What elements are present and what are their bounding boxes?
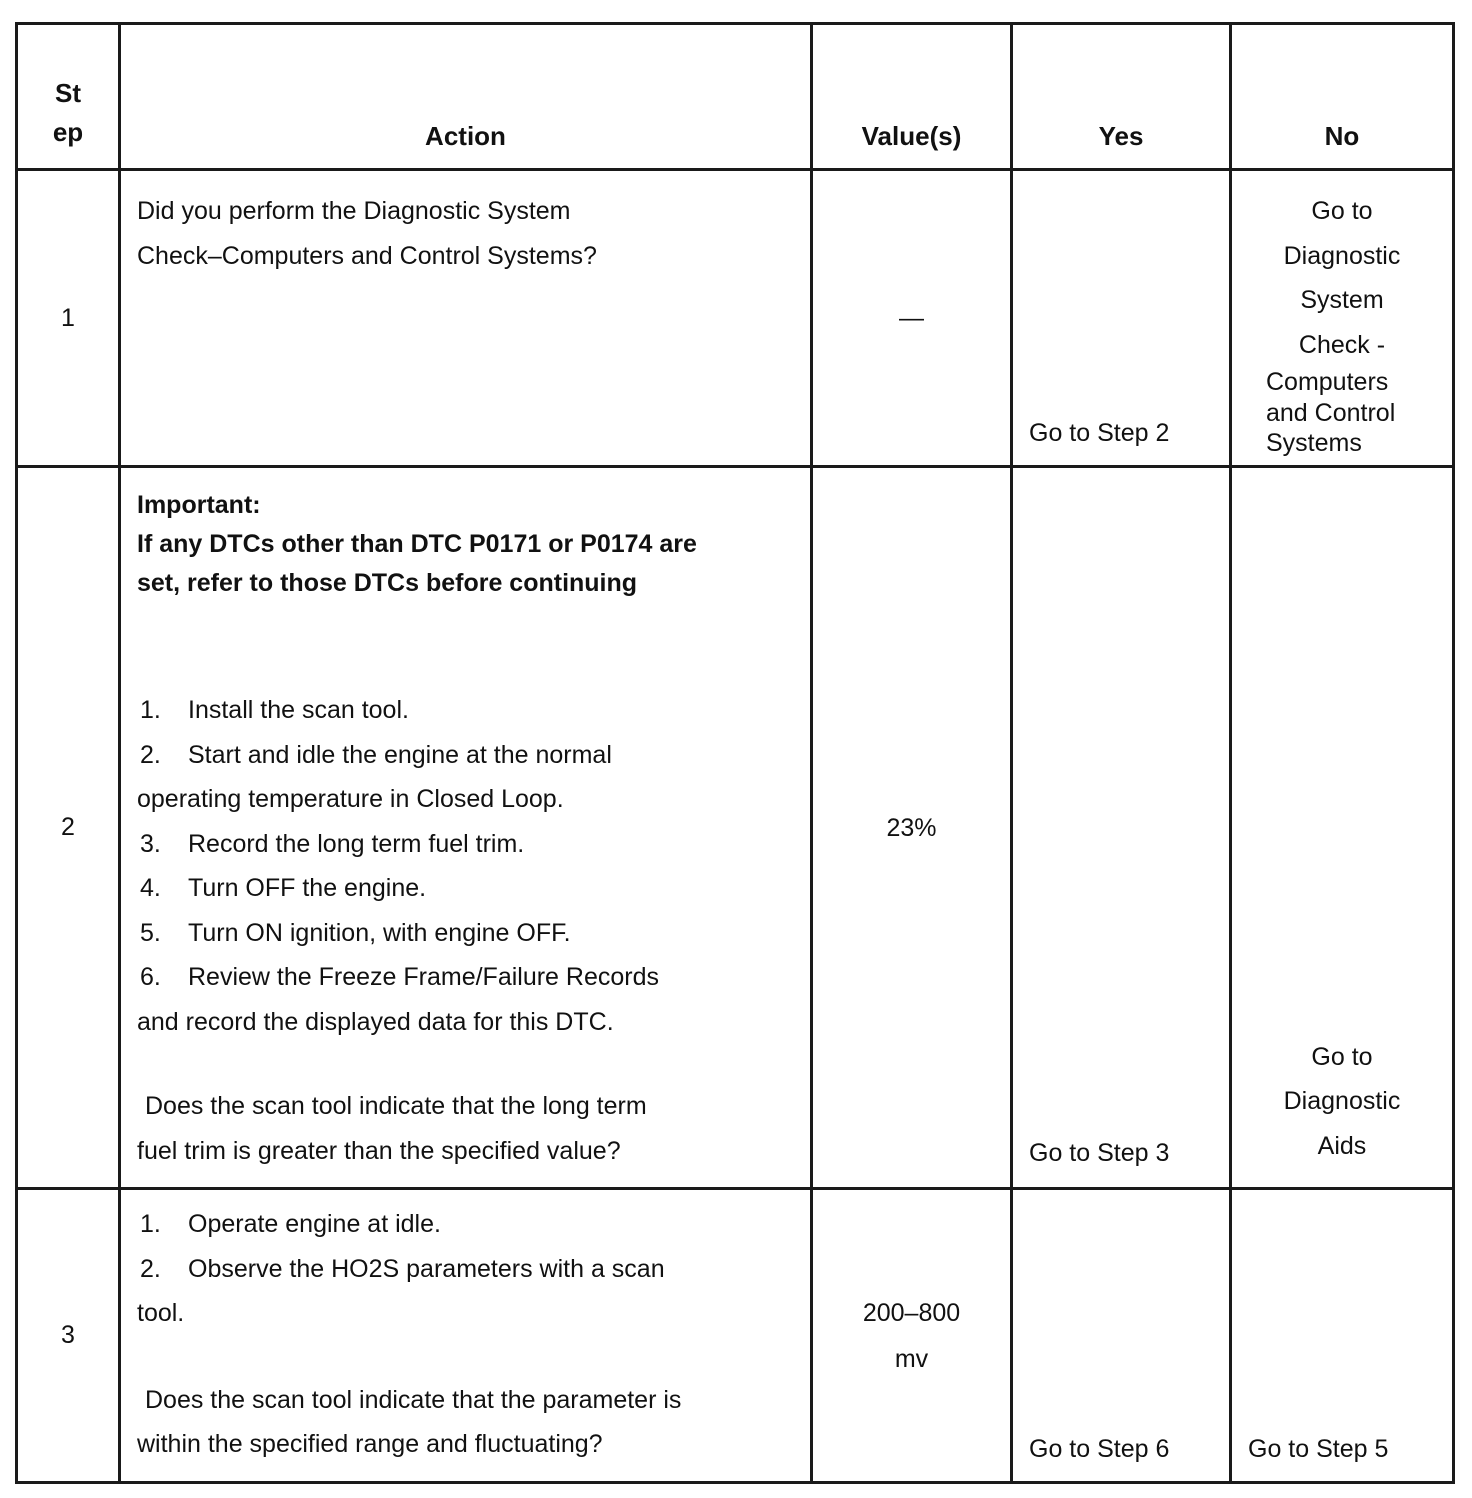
list-item: 1. Operate engine at idle. [140,1210,441,1238]
question-text: Does the scan tool indicate that the parameter is [145,1385,682,1414]
header-yes: Yes [1012,24,1231,170]
list-item-cont: operating temperature in Closed Loop. [137,785,564,813]
header-values: Value(s) [812,24,1012,170]
no-line: Check - [1298,330,1386,359]
step-number: 1 [17,170,120,467]
yes-link: Go to Step 3 [1029,1139,1170,1167]
no-cell [1231,467,1454,1189]
no-line: Go to [1311,197,1373,225]
no-line: System [1300,286,1384,314]
table-row-step-1 [17,170,1454,467]
value-cell [812,1189,1012,1483]
important-title: Important: [137,491,261,519]
no-line: Computers [1266,368,1389,396]
important-text: If any DTCs other than DTC P0171 or P0174 are [137,530,697,558]
action-cell [120,170,812,467]
value-cell: 23% [812,467,1012,1189]
yes-cell [1012,467,1231,1189]
no-line: Diagnostic [1283,241,1401,270]
header-row [17,24,1454,170]
value-cell: — [812,170,1012,467]
value-line: mv [894,1344,929,1373]
list-item: 5. Turn ON ignition, with engine OFF. [140,918,571,947]
list-item: 2. Observe the HO2S parameters with a scan [140,1254,665,1283]
yes-link: Go to Step 2 [1029,419,1170,447]
no-link: Go to Step 5 [1248,1435,1389,1463]
no-line: and Control [1266,398,1396,427]
question-text: fuel trim is greater than the specified value? [137,1136,621,1165]
question-text: within the specified range and fluctuating? [137,1430,603,1458]
important-text: set, refer to those DTCs before continuing [137,569,638,597]
yes-cell [1012,1189,1231,1483]
action-line: Check–Computers and Control Systems? [137,241,597,270]
question-text: Does the scan tool indicate that the long term [145,1092,647,1120]
no-line: Systems [1266,429,1362,457]
header-action: Action [120,24,812,170]
no-line: Go to [1311,1042,1373,1071]
yes-cell [1012,170,1231,467]
step-number: 3 [17,1189,120,1483]
table-row-step-3 [17,1189,1454,1483]
no-line: Aids [1317,1131,1367,1160]
list-item: 2. Start and idle the engine at the normal [140,740,612,769]
no-cell [1231,170,1454,467]
step-number: 2 [17,467,120,1189]
value-line: 200–800 [862,1298,961,1327]
table-row-step-2 [17,467,1454,1189]
action-cell [120,1189,812,1483]
list-item: 3. Record the long term fuel trim. [140,829,525,858]
list-item: 6. Review the Freeze Frame/Failure Records [140,963,659,991]
action-line: Did you perform the Diagnostic System [137,197,571,225]
no-line: Diagnostic [1283,1087,1401,1115]
list-item-cont: and record the displayed data for this DTC. [137,1007,614,1036]
action-cell [120,467,812,1189]
list-item: 4. Turn OFF the engine. [140,874,427,902]
no-cell [1231,1189,1454,1483]
yes-link: Go to Step 6 [1029,1435,1170,1463]
list-item: 1. Install the scan tool. [140,696,409,724]
diagnostic-table [15,22,1455,1484]
list-item-cont: tool. [137,1299,185,1327]
header-no: No [1231,24,1454,170]
header-step [17,24,120,170]
header-step-label: St ep [52,78,84,147]
